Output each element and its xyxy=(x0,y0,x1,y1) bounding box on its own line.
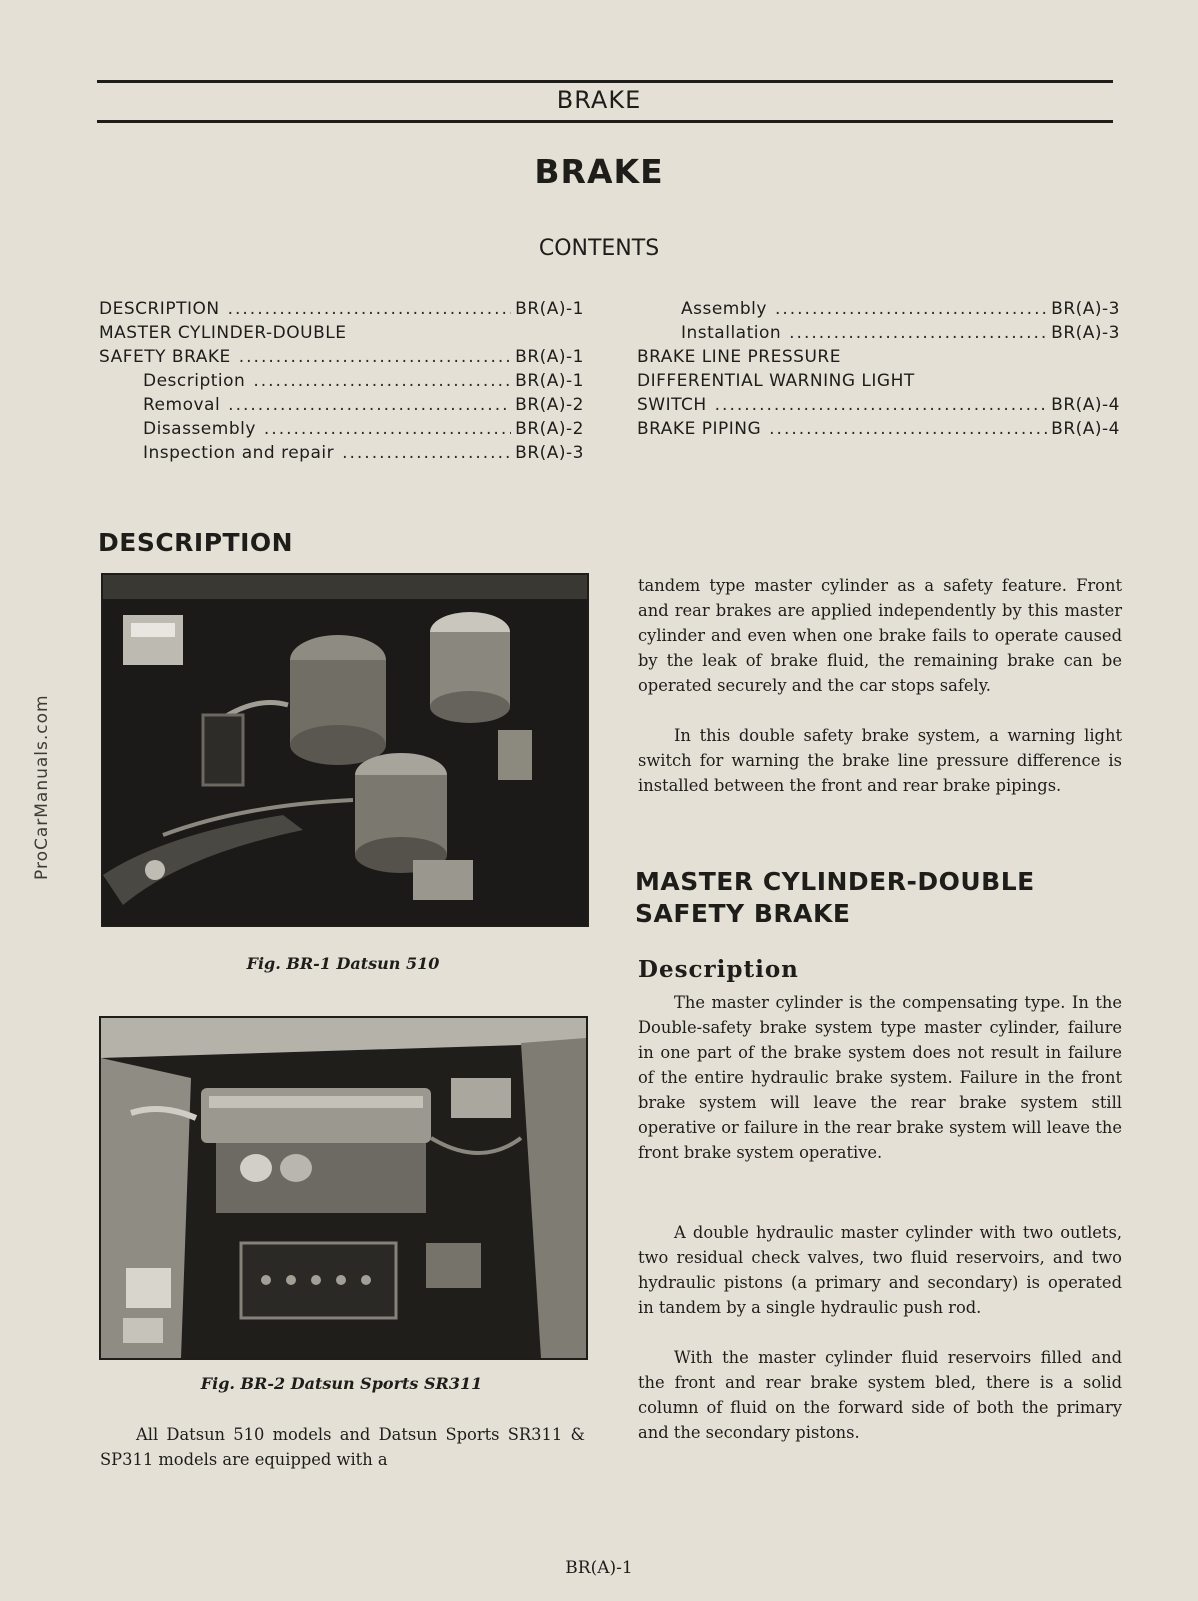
description-paragraph-2: In this double safety brake system, a warning light switch for warning the brake line pressure difference is installed between the front and rear brake pipings. xyxy=(638,726,1122,795)
master-cylinder-paragraph-2: A double hydraulic master cylinder with two outlets, two residual check valves, two fluid reservoirs, and two hydraulic pistons (a primary and secondary) is operated in tandem by a single hydraulic push rod. xyxy=(638,1223,1122,1317)
master-cylinder-paragraph-3: With the master cylinder fluid reservoirs filled and the front and rear brake system bled, there is a solid column of fluid on the forward side of both the primary and the secondary pistons. xyxy=(638,1348,1122,1442)
running-header: BRAKE xyxy=(556,86,642,114)
toc-entry[interactable]: BRAKE LINE PRESSURE xyxy=(637,347,841,367)
toc-right xyxy=(637,297,1120,441)
toc-entry[interactable]: Installation ..... BR(A)-3 xyxy=(637,321,1120,345)
figure-br2-photo xyxy=(99,1016,588,1360)
toc-entry[interactable]: BRAKE PIPING ..... BR(A)-4 xyxy=(637,417,1120,441)
figure-br1-caption: Fig. BR-1 Datsun 510 xyxy=(246,954,440,973)
toc-entry[interactable]: Disassembly ..... BR(A)-2 xyxy=(99,417,584,441)
site-watermark: ProCarManuals.com xyxy=(32,694,52,880)
toc-left xyxy=(99,297,584,465)
toc-entry[interactable]: SAFETY BRAKE ..... BR(A)-1 xyxy=(99,345,584,369)
toc-entry[interactable]: DIFFERENTIAL WARNING LIGHT xyxy=(637,371,915,391)
description-paragraph-1: tandem type master cylinder as a safety feature. Front and rear brakes are applied independently by this master cylinder and even when one brake fails to operate caused by the leak of brake fluid, the remaining brake can be operated securely and the car stops safely. xyxy=(638,576,1122,695)
master-cylinder-heading: MASTER CYLINDER-DOUBLE SAFETY BRAKE xyxy=(635,867,1035,928)
figure-br2-caption: Fig. BR-2 Datsun Sports SR311 xyxy=(200,1374,483,1393)
toc-entry[interactable]: DESCRIPTION ..... BR(A)-1 xyxy=(99,297,584,321)
contents-heading: CONTENTS xyxy=(538,236,660,261)
description-heading: DESCRIPTION xyxy=(98,528,294,557)
toc-entry[interactable]: Removal ..... BR(A)-2 xyxy=(99,393,584,417)
page-title: BRAKE xyxy=(534,152,664,191)
toc-entry[interactable]: Inspection and repair ..... BR(A)-3 xyxy=(99,441,584,465)
toc-entry[interactable]: Description ..... BR(A)-1 xyxy=(99,369,584,393)
toc-entry[interactable]: Assembly ..... BR(A)-3 xyxy=(637,297,1120,321)
toc-entry[interactable]: MASTER CYLINDER-DOUBLE xyxy=(99,323,347,343)
description-subheading: Description xyxy=(638,956,799,983)
header-rule-bottom xyxy=(97,120,1113,123)
description-left-paragraph: All Datsun 510 models and Datsun Sports SR311 & SP311 models are equipped with a xyxy=(100,1425,585,1469)
toc-entry[interactable]: SWITCH ..... BR(A)-4 xyxy=(637,393,1120,417)
header-rule-top xyxy=(97,80,1113,83)
figure-br1-photo xyxy=(101,573,589,927)
master-cylinder-paragraph-1: The master cylinder is the compensating type. In the Double-safety brake system type master cylinder, failure in one part of the brake system does not result in failure of the entire hydraulic brake system. Failure in the front brake system will leave the rear brake system still operative or failure in the rear brake system will leave the front brake system operative. xyxy=(638,993,1122,1162)
page-number: BR(A)-1 xyxy=(565,1558,633,1578)
